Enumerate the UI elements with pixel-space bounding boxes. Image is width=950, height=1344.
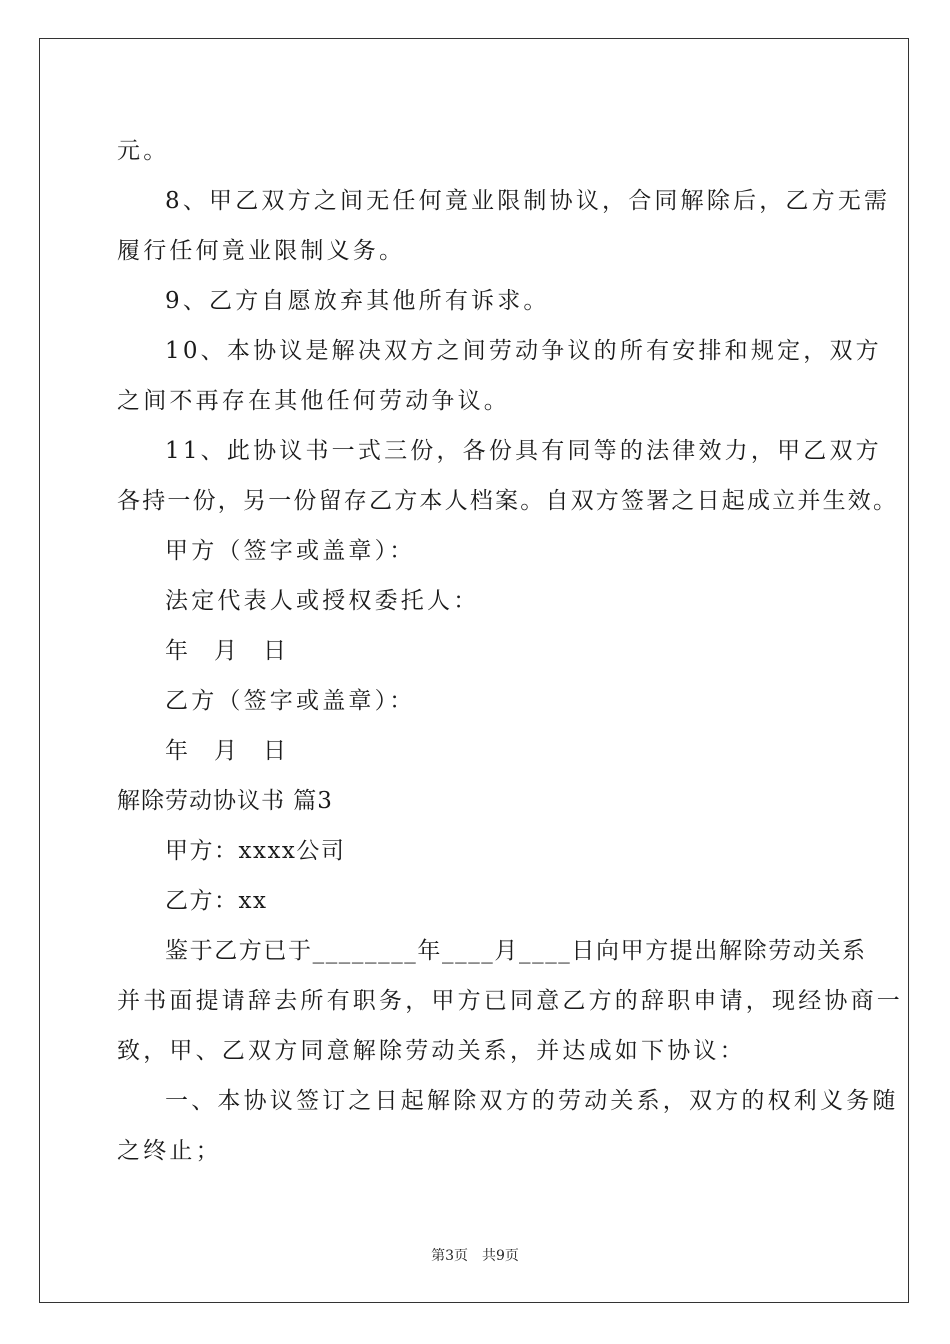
- date-year: 年: [165, 738, 192, 764]
- date-day: 日: [263, 738, 290, 764]
- text-line: 之间不再存在其他任何劳动争议。: [117, 388, 510, 414]
- text-line: 11、此协议书一式三份，各份具有同等的法律效力，甲乙双方: [165, 438, 882, 464]
- text-line: 10、本协议是解决双方之间劳动争议的所有安排和规定，双方: [165, 338, 882, 364]
- page-number-footer: 第3页 共9页: [431, 1248, 519, 1264]
- text-line: 并书面提请辞去所有职务，甲方已同意乙方的辞职申请，现经协商一: [117, 988, 903, 1014]
- date-line: [165, 636, 289, 666]
- text-line: 履行任何竟业限制义务。: [117, 238, 406, 264]
- signature-label-representative: 法定代表人或授权委托人：: [165, 588, 480, 614]
- signature-label-party-b: 乙方（签字或盖章）：: [165, 688, 416, 714]
- text-line: 之终止；: [117, 1138, 222, 1164]
- text-line: 各持一份，另一份留存乙方本人档案。自双方签署之日起成立并生效。: [117, 488, 899, 514]
- text-line: 鉴于乙方已于________年____月____日向甲方提出解除劳动关系: [165, 938, 867, 964]
- text-line: 一、本协议签订之日起解除双方的劳动关系，双方的权利义务随: [165, 1088, 899, 1114]
- date-line: [165, 736, 289, 766]
- date-month: 月: [214, 738, 241, 764]
- party-a-line: 甲方：xxxx公司: [165, 838, 346, 864]
- signature-label-party-a: 甲方（签字或盖章）：: [165, 538, 416, 564]
- text-line: 9、乙方自愿放弃其他所有诉求。: [165, 288, 550, 314]
- text-line: 8、甲乙双方之间无任何竟业限制协议，合同解除后，乙方无需: [165, 188, 891, 214]
- text-line: 元。: [117, 138, 170, 164]
- section-title: 解除劳动协议书 篇3: [117, 788, 333, 814]
- date-year: 年: [165, 638, 192, 664]
- date-day: 日: [263, 638, 290, 664]
- party-b-line: 乙方：xx: [165, 888, 268, 914]
- text-line: 致，甲、乙双方同意解除劳动关系，并达成如下协议：: [117, 1038, 746, 1064]
- date-month: 月: [214, 638, 241, 664]
